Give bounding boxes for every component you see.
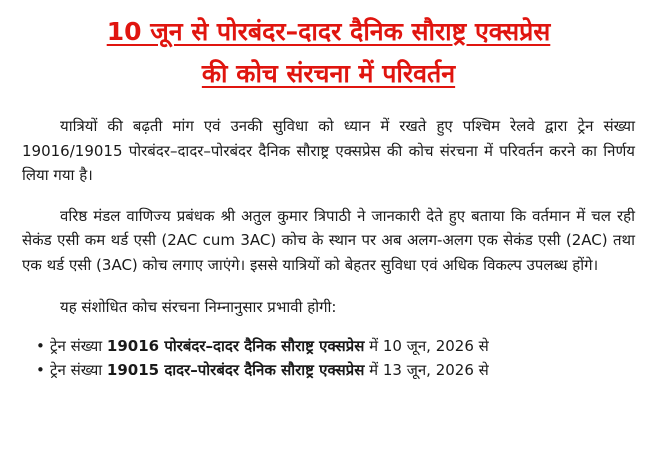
bullet-prefix: ट्रेन संख्या [50, 360, 107, 379]
bullet-suffix: में 10 जून, 2026 से [364, 336, 489, 355]
headline-line-2: की कोच संरचना में परिवर्तन [201, 59, 456, 88]
train-name: 19016 पोरबंदर–दादर दैनिक सौराष्ट्र एक्सप्रेस [106, 336, 365, 355]
details-paragraph: वरिष्ठ मंडल वाणिज्य प्रबंधक श्री अतुल कुमार त्रिपाठी ने जानकारी देते हुए बताया कि वर्तमान में चल रही सेकंड एसी कम थर्ड एसी (2AC cum 3AC) कोच के स्थान पर अब अलग-अलग एक सेकंड एसी (2AC) तथा एक थर्ड एसी (3AC) कोच लगाए जाएंगे। इससे यात्रियों को बेहतर सुविधा एवं अधिक विकल्प उपलब्ध होंगे। [22, 206, 635, 274]
list-item [36, 334, 635, 358]
intro-paragraph: यात्रियों की बढ़ती मांग एवं उनकी सुविधा को ध्यान में रखते हुए पश्चिम रेलवे द्वारा ट्रेन संख्या 19016/19015 पोरबंदर–दादर–पोरबंदर दैनिक सौराष्ट्र एक्सप्रेस की कोच संरचना में परिवर्तन करने का निर्णय लिया गया है। [22, 117, 635, 184]
train-name: 19015 दादर–पोरबंदर दैनिक सौराष्ट्र एक्सप्रेस [106, 360, 365, 379]
bullet-marker: • [36, 336, 45, 355]
effective-paragraph: यह संशोधित कोच संरचना निम्नानुसार प्रभावी होगी: [60, 298, 337, 316]
list-item [36, 358, 635, 382]
bullet-marker: • [36, 360, 45, 379]
headline-line-1: 10 जून से पोरबंदर–दादर दैनिक सौराष्ट्र एक्सप्रेस [106, 17, 551, 46]
schedule-list [22, 334, 635, 382]
bullet-prefix: ट्रेन संख्या [50, 336, 107, 355]
headline [22, 14, 635, 92]
bullet-suffix: में 13 जून, 2026 से [364, 360, 489, 379]
